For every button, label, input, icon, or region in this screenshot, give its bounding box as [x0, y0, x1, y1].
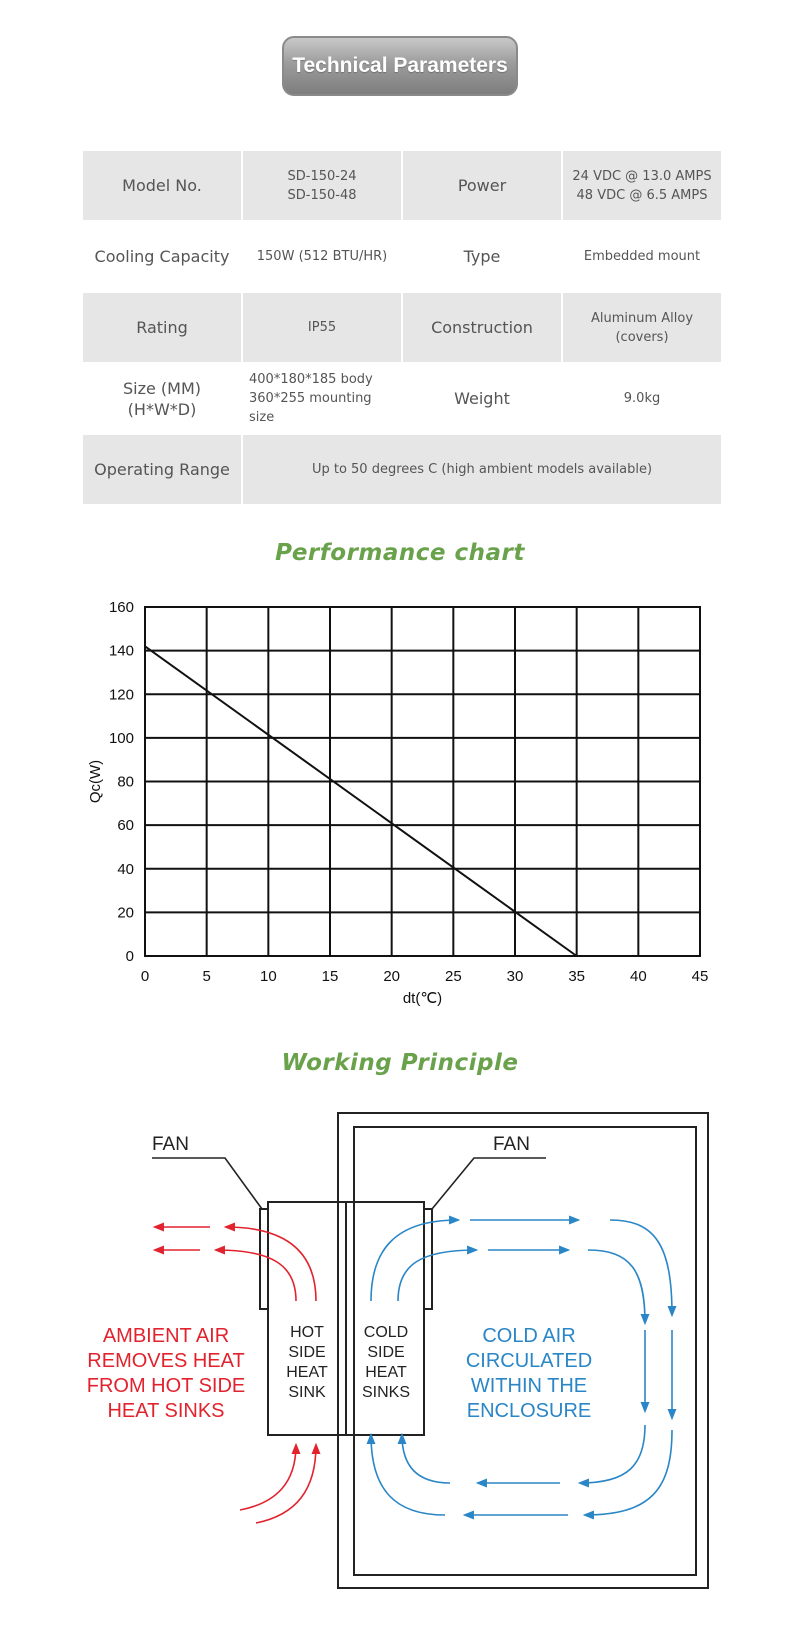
param-label: Model No.: [82, 150, 242, 221]
ambient-air-text: FROM HOT SIDE: [86, 1375, 246, 1397]
param-label: Type: [402, 221, 562, 292]
x-axis-label: dt(℃): [402, 990, 443, 1007]
cold-sink-label: HEAT: [365, 1364, 407, 1381]
hot-sink-label: SIDE: [288, 1344, 326, 1361]
x-tick-label: 5: [202, 968, 211, 985]
working-principle-diagram: [0, 1105, 800, 1625]
ambient-air-text: HEAT SINKS: [107, 1400, 225, 1422]
ambient-air-in-arrow: [240, 1445, 296, 1510]
cold-air-text: CIRCULATED: [465, 1350, 593, 1372]
param-label: Rating: [82, 292, 242, 363]
table-row: [82, 150, 722, 221]
table-row: [82, 221, 722, 292]
cold-sink-label: COLD: [363, 1324, 409, 1341]
y-tick-label: 40: [117, 860, 134, 878]
cold-sink-label: SIDE: [367, 1344, 405, 1361]
param-value: 24 VDC @ 13.0 AMPS 48 VDC @ 6.5 AMPS: [562, 150, 722, 221]
param-value: 400*180*185 body 360*255 mounting size: [242, 363, 402, 434]
x-tick-label: 20: [383, 968, 401, 985]
table-row: [82, 434, 722, 505]
x-tick-label: 0: [140, 968, 150, 985]
x-tick-label: 30: [506, 968, 524, 985]
cold-air-text: WITHIN THE: [470, 1375, 588, 1397]
param-value: SD-150-24 SD-150-48: [242, 150, 402, 221]
performance-chart-title: Performance chart: [275, 540, 525, 566]
fan-left-leader: [152, 1158, 262, 1209]
y-tick-label: 140: [108, 642, 134, 660]
param-label: Size (MM) (H*W*D): [82, 363, 242, 434]
cold-air-arrow: [398, 1250, 476, 1301]
y-tick-label: 120: [108, 686, 134, 704]
param-value: Up to 50 degrees C (high ambient models available): [242, 434, 722, 505]
hot-air-arrow: [216, 1250, 296, 1301]
cold-air-arrow: [610, 1220, 672, 1315]
y-tick-label: 60: [117, 817, 134, 835]
fan-right-label: FAN: [493, 1134, 530, 1155]
param-value: Embedded mount: [562, 221, 722, 292]
technical-parameters-title: Technical Parameters: [282, 36, 518, 96]
y-tick-label: 100: [108, 729, 134, 747]
param-value: 9.0kg: [562, 363, 722, 434]
hot-fan: [260, 1209, 268, 1309]
x-tick-label: 35: [568, 968, 586, 985]
param-value: Aluminum Alloy (covers): [562, 292, 722, 363]
hot-sink-label: SINK: [288, 1384, 326, 1401]
y-tick-label: 80: [117, 773, 134, 791]
fan-left-label: FAN: [152, 1134, 189, 1155]
fan-right-leader: [432, 1158, 546, 1209]
x-tick-label: 45: [691, 968, 709, 985]
cold-air-text: COLD AIR: [482, 1325, 576, 1347]
cold-air-arrow: [585, 1430, 672, 1515]
param-value: 150W (512 BTU/HR): [242, 221, 402, 292]
param-label: Construction: [402, 292, 562, 363]
param-label: Operating Range: [82, 434, 242, 505]
param-label: Power: [402, 150, 562, 221]
y-tick-label: 160: [108, 599, 134, 616]
cold-air-arrow: [402, 1435, 450, 1483]
cold-air-arrow: [588, 1250, 645, 1323]
cold-air-arrow: [580, 1425, 645, 1483]
x-tick-label: 10: [259, 968, 277, 985]
ambient-air-text: AMBIENT AIR: [102, 1325, 230, 1347]
param-label: Weight: [402, 363, 562, 434]
cold-air-arrow: [371, 1220, 458, 1301]
working-principle-title: Working Principle: [281, 1050, 519, 1076]
table-row: [82, 363, 722, 434]
param-label: Cooling Capacity: [82, 221, 242, 292]
cold-sink-label: SINKS: [361, 1384, 411, 1401]
y-tick-label: 20: [117, 904, 134, 922]
table-row: [82, 292, 722, 363]
y-axis-label: Qc(W): [87, 759, 104, 804]
ambient-air-text: REMOVES HEAT: [87, 1350, 245, 1372]
x-tick-label: 15: [321, 968, 339, 985]
param-value: IP55: [242, 292, 402, 363]
cold-air-arrow: [371, 1435, 445, 1515]
hot-air-arrow: [226, 1227, 316, 1301]
hot-sink-label: HOT: [290, 1324, 324, 1341]
x-tick-label: 40: [629, 968, 647, 985]
cold-air-text: ENCLOSURE: [466, 1400, 592, 1422]
x-tick-label: 25: [444, 968, 462, 985]
performance-chart: [0, 590, 800, 1010]
parameters-table: [81, 149, 723, 506]
y-tick-label: 0: [125, 948, 134, 965]
hot-sink-label: HEAT: [286, 1364, 328, 1381]
